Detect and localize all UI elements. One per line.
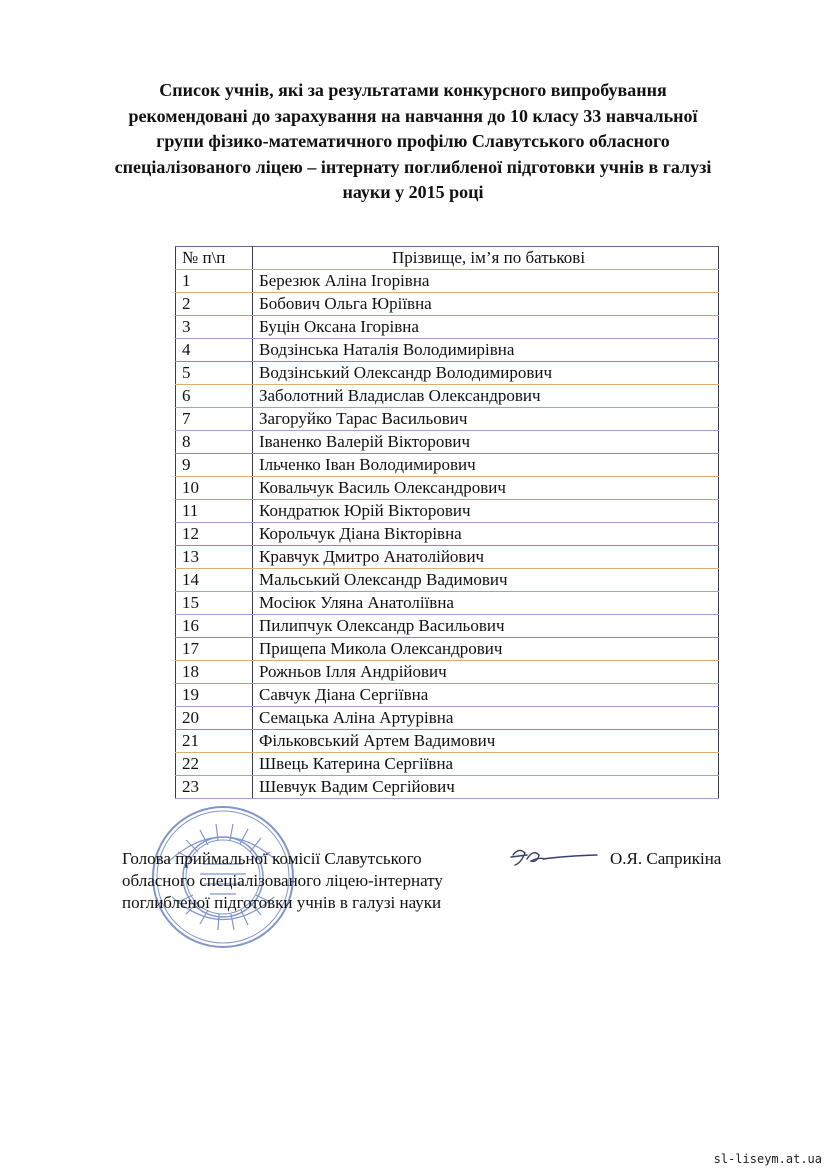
table-row [176,500,719,523]
row-number: 6 [176,385,253,408]
footer-line: поглибленої підготовки учнів в галузі науки [122,893,442,912]
table-row [176,454,719,477]
footer-line: обласного спеціалізованого ліцею-інтернату [122,871,443,890]
row-number: 17 [176,638,253,661]
row-number: 22 [176,753,253,776]
table-row [176,408,719,431]
footer-line: Голова приймальної комісії Славутського [122,849,422,868]
table-row [176,684,719,707]
table-row [176,270,719,293]
title-line: рекомендовані до зарахування на навчання до 10 класу 33 навчальної [128,105,698,126]
row-number: 16 [176,615,253,638]
student-name: Березюк Аліна Ігорівна [253,270,719,293]
title-line: спеціалізованого ліцею – інтернату поглибленої підготовки учнів в галузі [114,156,712,177]
table-row [176,477,719,500]
student-name: Шевчук Вадим Сергійович [253,776,719,799]
table-row [176,293,719,316]
table-row [176,523,719,546]
table-row [176,431,719,454]
student-name: Загоруйко Тарас Васильович [253,408,719,431]
row-number: 9 [176,454,253,477]
student-name: Іваненко Валерій Вікторович [253,431,719,454]
student-name: Мосіюк Уляна Анатоліївна [253,592,719,615]
student-name: Савчук Діана Сергіївна [253,684,719,707]
row-number: 11 [176,500,253,523]
student-name: Рожньов Ілля Андрійович [253,661,719,684]
footer-signature-block [122,848,443,914]
row-number: 3 [176,316,253,339]
table-row [176,753,719,776]
row-number: 15 [176,592,253,615]
header-name: Прізвище, ім’я по батькові [253,247,719,270]
row-number: 12 [176,523,253,546]
table-row [176,339,719,362]
table-row [176,776,719,799]
student-name: Кравчук Дмитро Анатолійович [253,546,719,569]
table-row [176,661,719,684]
student-name: Мальський Олександр Вадимович [253,569,719,592]
student-name: Корольчук Діана Вікторівна [253,523,719,546]
title-line: науки у 2015 році [342,182,484,202]
student-name: Кондратюк Юрій Вікторович [253,500,719,523]
row-number: 2 [176,293,253,316]
table-row [176,316,719,339]
student-name: Ковальчук Василь Олександрович [253,477,719,500]
row-number: 4 [176,339,253,362]
student-name: Фільковський Артем Вадимович [253,730,719,753]
row-number: 13 [176,546,253,569]
document-title [100,78,726,206]
row-number: 14 [176,569,253,592]
student-name: Семацька Аліна Артурівна [253,707,719,730]
row-number: 10 [176,477,253,500]
table-row [176,362,719,385]
student-list-table [175,246,719,799]
table-row [176,730,719,753]
title-line: Список учнів, які за результатами конкурсного випробування [159,80,667,100]
row-number: 5 [176,362,253,385]
table-row [176,592,719,615]
student-name: Швець Катерина Сергіївна [253,753,719,776]
row-number: 20 [176,707,253,730]
handwritten-signature-icon [505,843,600,873]
student-name: Водзінський Олександр Володимирович [253,362,719,385]
table-row [176,638,719,661]
student-name: Буцін Оксана Ігорівна [253,316,719,339]
row-number: 8 [176,431,253,454]
row-number: 18 [176,661,253,684]
table-row [176,707,719,730]
row-number: 21 [176,730,253,753]
site-watermark: sl-liseym.at.ua [713,1152,822,1166]
student-name: Прищепа Микола Олександрович [253,638,719,661]
table-row [176,546,719,569]
student-name: Заболотний Владислав Олександрович [253,385,719,408]
student-name: Водзінська Наталія Володимирівна [253,339,719,362]
student-name: Ільченко Іван Володимирович [253,454,719,477]
row-number: 7 [176,408,253,431]
header-number: № п\п [176,247,253,270]
table-header-row [176,247,719,270]
row-number: 1 [176,270,253,293]
row-number: 23 [176,776,253,799]
student-name: Бобович Ольга Юріївна [253,293,719,316]
table-row [176,569,719,592]
table-row [176,385,719,408]
title-line: групи фізико-математичного профілю Славутського обласного [156,131,670,151]
signatory-name: О.Я. Саприкіна [610,849,722,868]
table-row [176,615,719,638]
student-name: Пилипчук Олександр Васильович [253,615,719,638]
row-number: 19 [176,684,253,707]
